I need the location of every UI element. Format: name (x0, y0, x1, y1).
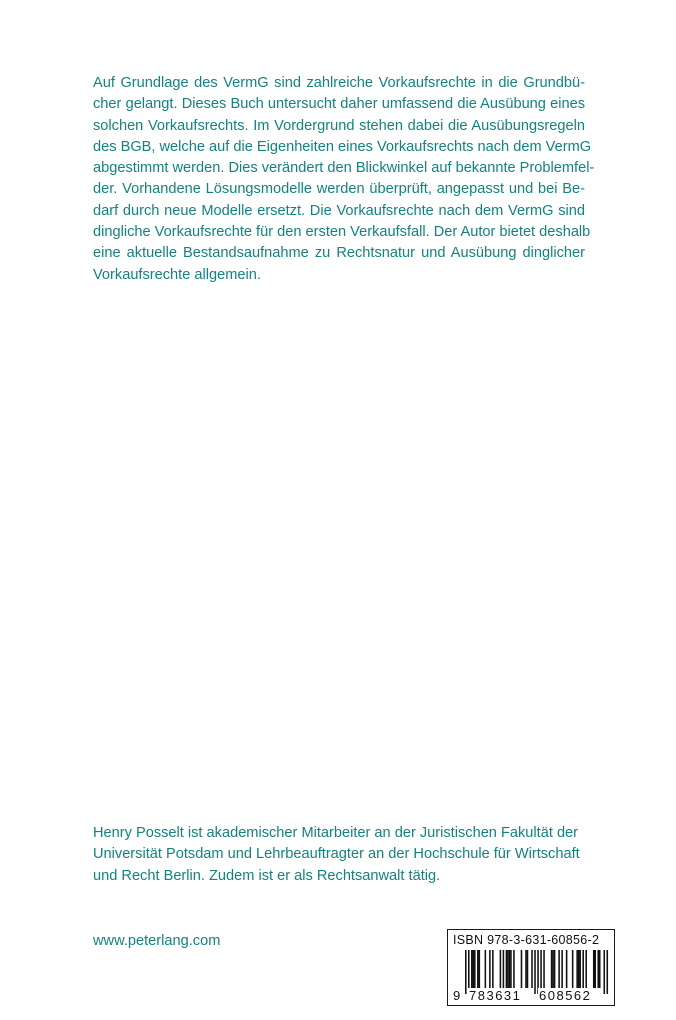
barcode-bar (579, 950, 581, 988)
barcode-bar (474, 950, 476, 988)
blurb-line: cher gelangt. Dieses Buch untersucht daher umfassend die Ausübung eines (93, 96, 585, 113)
author-bio (93, 823, 608, 887)
blurb-line: Auf Grundlage des VermG sind zahlreiche Vorkaufsrechte in die Grundbü- (93, 75, 585, 91)
blurb-line: der. Vorhandene Lösungsmodelle werden überprüft, angepasst und bei Be- (93, 181, 585, 198)
barcode-bar (543, 950, 545, 988)
barcode-bar (492, 950, 494, 988)
barcode-bar (594, 950, 596, 988)
barcode-bar (566, 950, 568, 988)
blurb-line: darf durch neue Modelle ersetzt. Die Vorkaufsrechte nach dem VermG sind (93, 202, 585, 219)
blurb-line: abgestimmt werden. Dies verändert den Blickwinkel auf bekannte Problemfel- (93, 160, 595, 177)
barcode-bar (479, 950, 481, 988)
barcode-bar (531, 950, 533, 988)
author-bio-line: Henry Posselt ist akademischer Mitarbeiter an der Juristischen Fakultät der (93, 825, 579, 841)
barcode-digits-right: 608562 (539, 988, 592, 1003)
barcode-bar (582, 950, 584, 988)
barcode-digits-left: 783631 (469, 988, 522, 1003)
barcode-bar (521, 950, 523, 988)
barcode-bar (572, 950, 574, 988)
isbn-label: ISBN 978-3-631-60856-2 (453, 933, 600, 947)
barcode-bar (473, 950, 475, 988)
barcode-bar (477, 950, 479, 988)
barcode-bar (510, 950, 512, 988)
barcode-bar (552, 950, 554, 988)
barcode-bar (599, 950, 601, 988)
blurb-line: dingliche Vorkaufsrechte für den ersten Verkaufsfall. Der Autor bietet deshalb (93, 224, 591, 241)
publisher-website: www.peterlang.com (93, 933, 221, 949)
barcode-digits (454, 988, 610, 1004)
barcode-bar (513, 950, 515, 988)
blurb-text (93, 73, 595, 286)
barcode-bar (503, 950, 505, 988)
barcode-bar (561, 950, 563, 988)
barcode-bar (578, 950, 580, 988)
author-bio-line: und Recht Berlin. Zudem ist er als Rechtsanwalt tätig. (93, 867, 441, 884)
barcode-bar (558, 950, 560, 988)
blurb-line: solchen Vorkaufsrechts. Im Vordergrund stehen dabei die Ausübungsregeln (93, 117, 585, 134)
isbn-barcode (447, 929, 615, 1006)
barcode-bar (554, 950, 556, 988)
blurb-line: eine aktuelle Bestandsaufnahme zu Rechtsnatur und Ausübung dinglicher (93, 245, 585, 262)
barcode-bar (500, 950, 502, 988)
barcode-bar (489, 950, 491, 988)
barcode-bar (597, 950, 599, 988)
barcode-bar (506, 950, 508, 988)
barcode-bar (485, 950, 487, 988)
barcode-bar (540, 950, 542, 988)
barcode-bar (509, 950, 511, 988)
blurb-line: Vorkaufsrechte allgemein. (93, 266, 261, 283)
barcode-bar (576, 950, 578, 988)
barcode-bar (551, 950, 553, 988)
barcode-bar (507, 950, 509, 988)
barcode-bar (471, 950, 473, 988)
blurb-line: des BGB, welche auf die Eigenheiten eines Vorkaufsrechts nach dem VermG (93, 138, 592, 155)
barcode-bar (525, 950, 527, 988)
author-bio-line: Universität Potsdam und Lehrbeauftragter an der Hochschule für Wirtschaft (93, 846, 580, 863)
barcode-bar (527, 950, 529, 988)
barcode-digit-first: 9 (453, 988, 462, 1003)
barcode-bar (585, 950, 587, 988)
barcode-bar (593, 950, 595, 988)
